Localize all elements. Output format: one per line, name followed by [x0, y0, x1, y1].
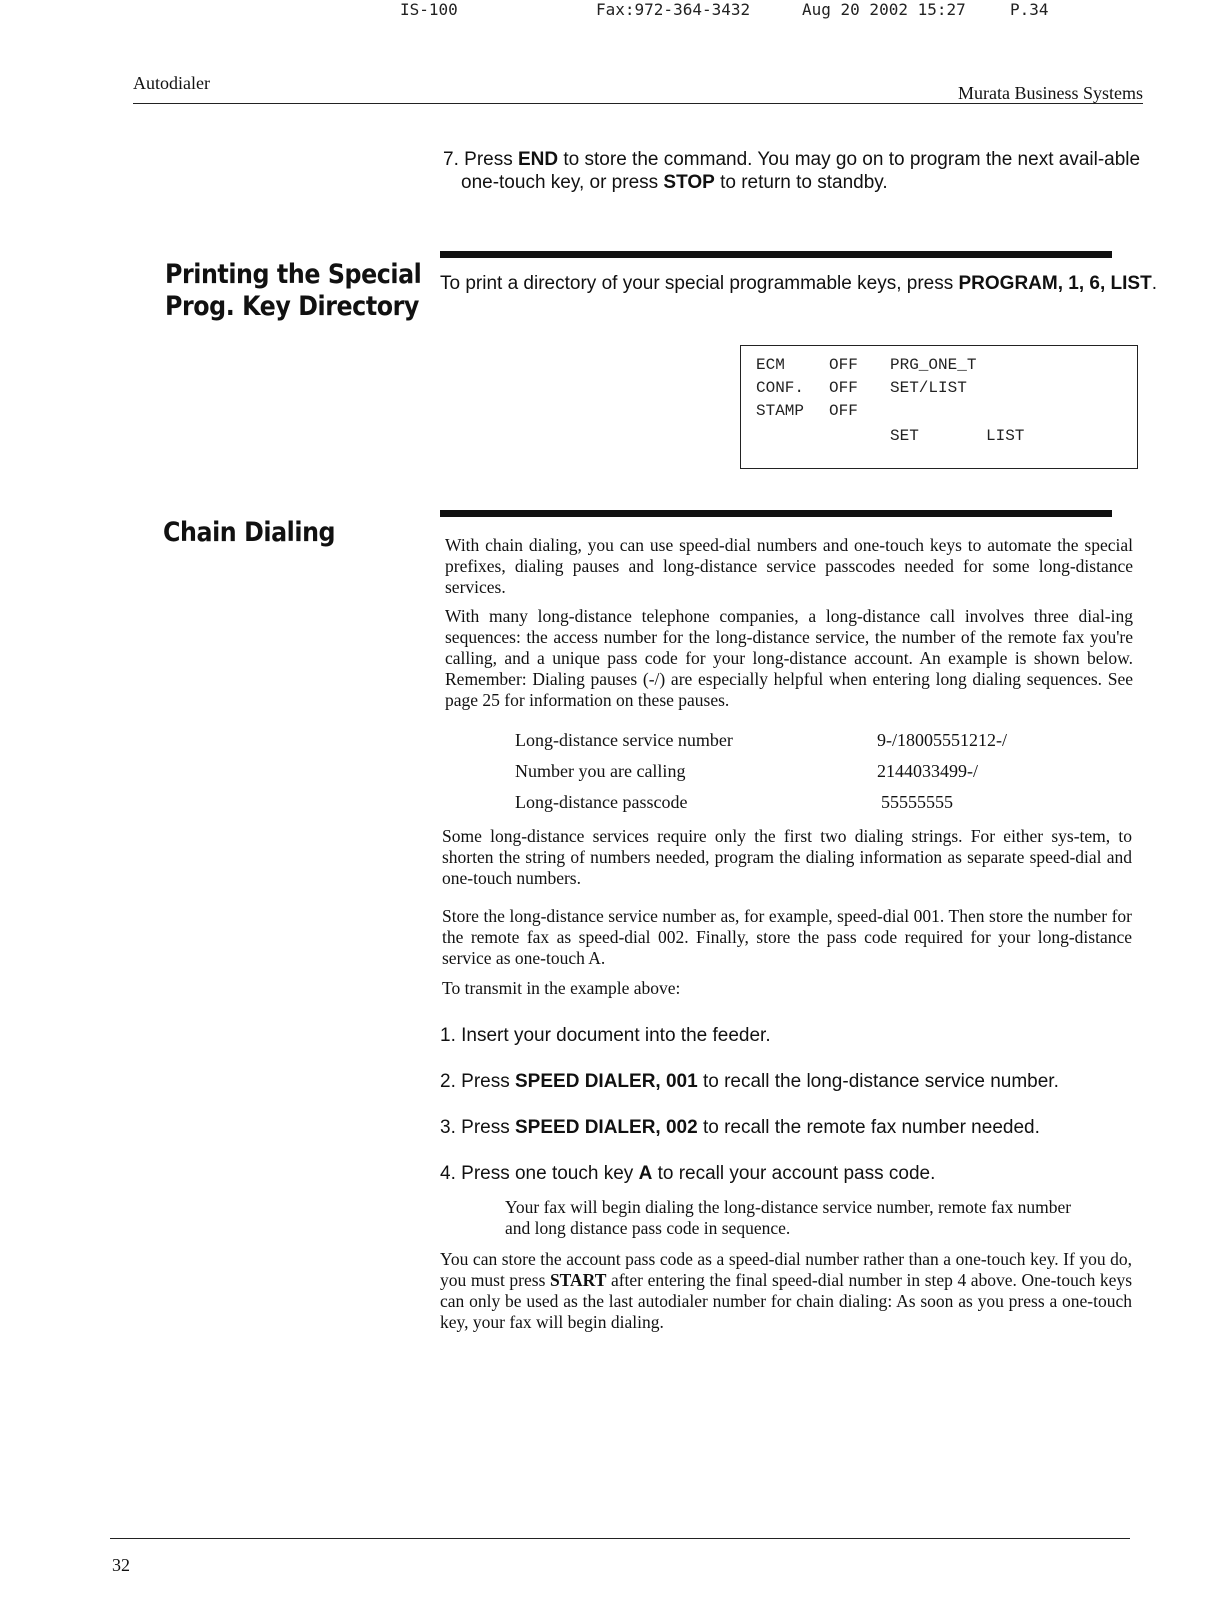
lcd-display: ECM OFF PRG_ONE_T CONF. OFF SET/LIST STAMP OFF SET LIST [740, 345, 1138, 469]
step-2: 2. Press SPEED DIALER, 001 to recall the long-distance service number. [440, 1071, 1059, 1092]
key-start: START [549, 1270, 607, 1290]
section-rule [440, 510, 1112, 517]
paragraph: With chain dialing, you can use speed-dial numbers and one-touch keys to automate the special prefixes, dialing pauses and long-distance service passcodes needed for some long-distance services. [445, 535, 1133, 597]
step-1: 1. Insert your document into the feeder. [440, 1025, 771, 1046]
step-4: 4. Press one touch key A to recall your account pass code. [440, 1163, 936, 1184]
step-4-note: Your fax will begin dialing the long-distance service number, remote fax number and long distance pass code in sequence. [505, 1197, 1072, 1238]
paragraph: You can store the account pass code as a speed-dial number rather than a one-touch key. If you do, you must press START after entering the final speed-dial number in step 4 above. One-touch keys can only be used as the last autodialer number for chain dialing: As soon as you press a one-touch key, your fax will begin dialing. [440, 1249, 1132, 1332]
fax-id: IS-100 [400, 0, 458, 19]
key-speed-dialer-001: SPEED DIALER, 001 [515, 1071, 698, 1092]
fax-page: P.34 [1010, 0, 1049, 19]
footer-rule [110, 1538, 1130, 1539]
section-title-chain-dialing: Chain Dialing [163, 517, 336, 548]
step-number: 7. [443, 149, 459, 170]
table-value: 2144033499-/ [877, 761, 978, 781]
key-end: END [518, 149, 559, 170]
paragraph: Store the long-distance service number as, for example, speed-dial 001. Then store the number for the remote fax as speed-dial 002. Finally, store the pass code required for your long-distance service as one-touch A. [442, 906, 1132, 968]
step-7: 7. Press END to store the command. You may go on to program the next avail-able one-touch key, or press STOP to return to standby. [443, 149, 1141, 193]
running-head-left: Autodialer [133, 73, 210, 93]
step-3: 3. Press SPEED DIALER, 002 to recall the remote fax number needed. [440, 1117, 1040, 1138]
table-value: 55555555 [881, 792, 953, 812]
table-label: Long-distance service number [515, 730, 733, 750]
fax-number: Fax:972-364-3432 [596, 0, 751, 19]
page-number: 32 [112, 1555, 130, 1575]
key-sequence: PROGRAM, 1, 6, LIST [958, 273, 1152, 294]
table-label: Number you are calling [515, 761, 686, 781]
long-distance-example-table [515, 730, 1075, 815]
running-head [133, 73, 1143, 104]
key-speed-dialer-002: SPEED DIALER, 002 [515, 1117, 698, 1138]
fax-date: Aug 20 2002 15:27 [802, 0, 966, 19]
key-a: A [638, 1163, 653, 1184]
section-title-printing-directory: Printing the Special Prog. Key Directory [165, 259, 422, 322]
paragraph: Some long-distance services require only the first two dialing strings. For either sys-tem, to shorten the string of numbers needed, program the dialing information as separate speed-dial and one-touch numbers. [442, 826, 1132, 888]
paragraph: With many long-distance telephone companies, a long-distance call involves three dial-ing sequences: the access number for the long-distance service, the number of the remote fax you're calling, and a unique pass code for your long-distance account. An example is shown below. Remember: Dialing pauses (-/) are especially helpful when entering long dialing sequences. See page 25 for information on these pauses. [445, 606, 1133, 710]
running-head-right: Murata Business Systems [957, 83, 1143, 103]
table-value: 9-/18005551212-/ [877, 730, 1007, 750]
paragraph: To transmit in the example above: [442, 978, 681, 998]
print-directory-instruction: To print a directory of your special programmable keys, press PROGRAM, 1, 6, LIST. [440, 273, 1157, 294]
section-rule [440, 251, 1112, 258]
table-label: Long-distance passcode [515, 792, 688, 812]
key-stop: STOP [663, 172, 715, 193]
